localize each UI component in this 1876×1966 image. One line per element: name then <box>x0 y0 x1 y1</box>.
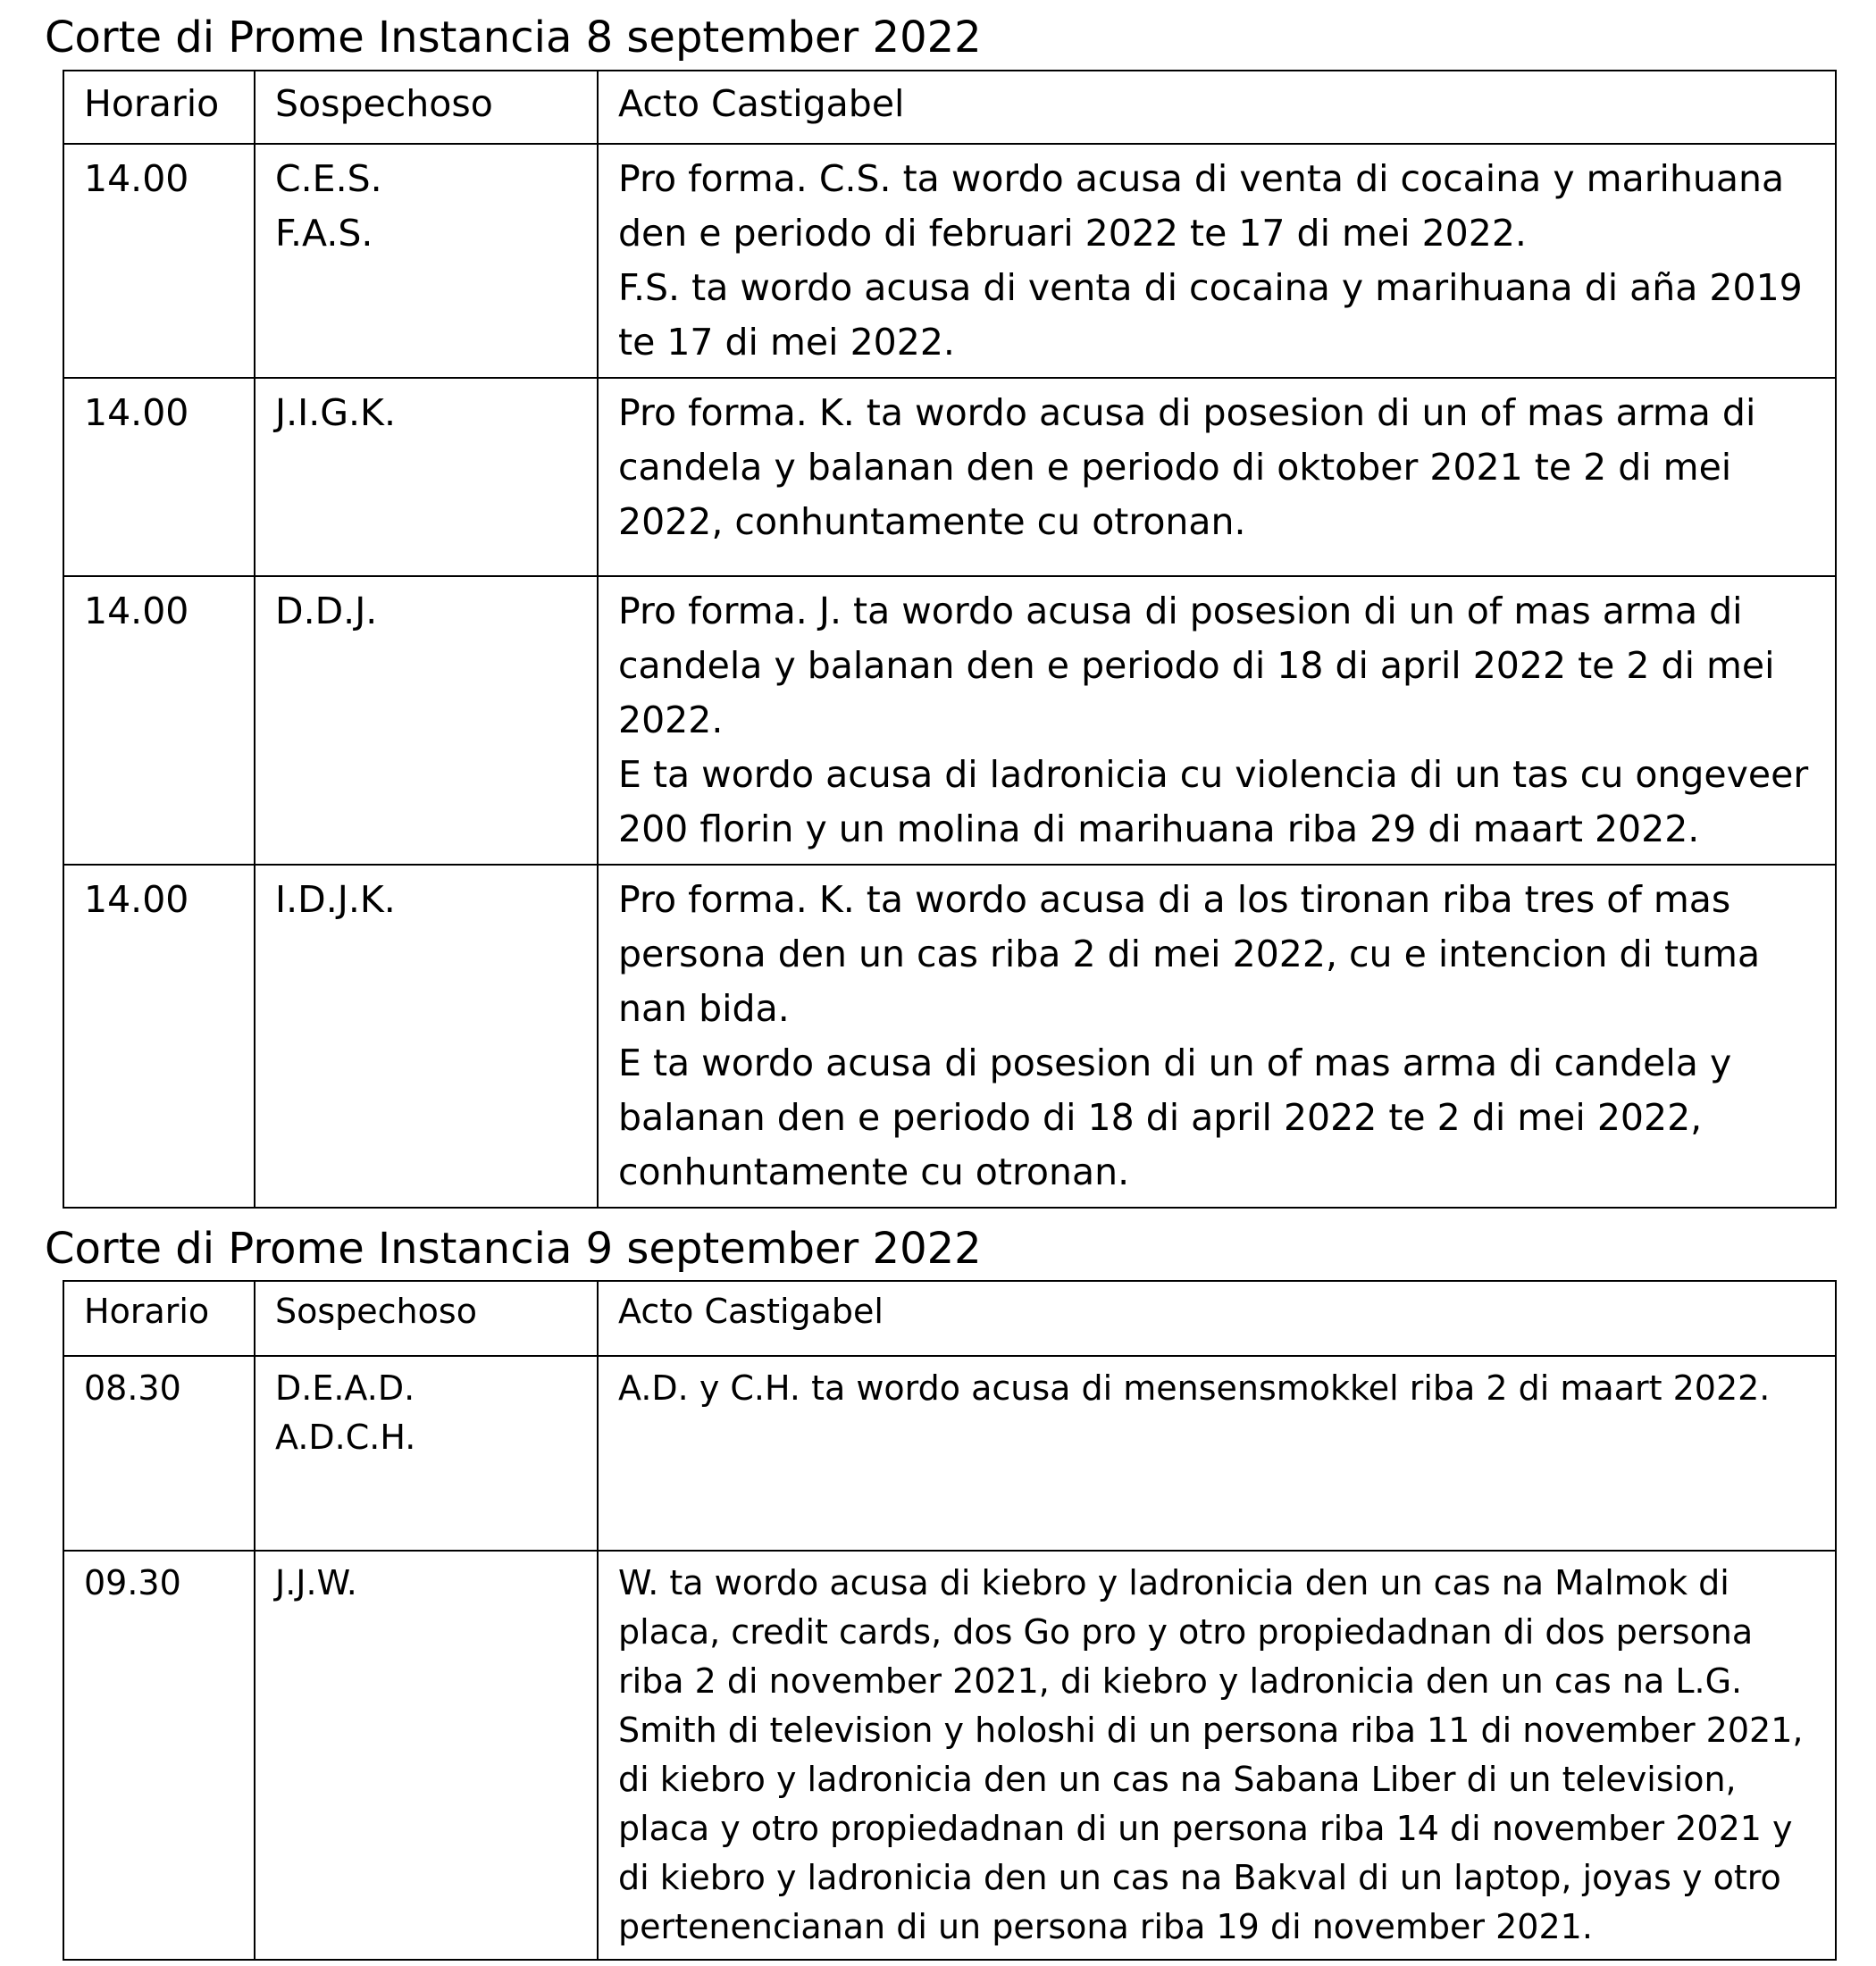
header-horario: Horario <box>63 1281 255 1356</box>
suspect-initials: C.E.S. <box>275 157 382 200</box>
table-row <box>63 144 1836 378</box>
header-horario: Horario <box>63 71 255 144</box>
act-text-line: di kiebro y ladronicia den un cas na Bakval di un laptop, joyas y otro <box>618 1858 1781 1897</box>
suspect-initials: D.D.J. <box>275 590 378 632</box>
act-text-line: balanan den e periodo di 18 di april 2022 te 2 di mei 2022, <box>618 1096 1703 1139</box>
session-title: Corte di Prome Instancia 9 september 2022 <box>45 1224 982 1274</box>
header-acto-castigabel: Acto Castigabel <box>598 71 1836 144</box>
suspect-initials: F.A.S. <box>275 212 373 255</box>
act-text-line: di kiebro y ladronicia den un cas na Sabana Liber di un television, <box>618 1760 1737 1799</box>
suspect-cell <box>255 576 598 865</box>
suspect-initials: J.I.G.K. <box>275 391 396 434</box>
time-cell: 08.30 <box>63 1356 255 1551</box>
act-text-line: 2022. <box>618 699 724 741</box>
suspect-cell <box>255 378 598 576</box>
act-text-line: 2022, conhuntamente cu otronan. <box>618 500 1246 543</box>
act-text-line: nan bida. <box>618 987 790 1030</box>
act-text-line: 200 florin y un molina di marihuana riba 29 di maart 2022. <box>618 807 1700 850</box>
act-cell <box>598 865 1836 1208</box>
table-row <box>63 576 1836 865</box>
session-title: Corte di Prome Instancia 8 september 2022 <box>45 13 982 63</box>
act-text-line: placa y otro propiedadnan di un persona riba 14 di november 2021 y <box>618 1809 1793 1848</box>
act-cell <box>598 576 1836 865</box>
act-text-line: persona den un cas riba 2 di mei 2022, cu e intencion di tuma <box>618 933 1761 975</box>
act-text-line: conhuntamente cu otronan. <box>618 1150 1130 1193</box>
suspect-cell <box>255 1551 598 1960</box>
header-sospechoso: Sospechoso <box>255 1281 598 1356</box>
act-cell <box>598 1356 1836 1551</box>
act-text-line: Pro forma. C.S. ta wordo acusa di venta di cocaina y marihuana <box>618 157 1785 200</box>
suspect-initials: A.D.C.H. <box>275 1418 416 1457</box>
act-text-line: F.S. ta wordo acusa di venta di cocaina y marihuana di aña 2019 <box>618 266 1803 309</box>
suspect-initials: D.E.A.D. <box>275 1368 415 1408</box>
act-text-line: placa, credit cards, dos Go pro y otro propiedadnan di dos persona <box>618 1612 1754 1652</box>
time-cell: 14.00 <box>63 576 255 865</box>
suspect-initials: J.J.W. <box>275 1563 357 1602</box>
time-cell: 14.00 <box>63 144 255 378</box>
act-text-line: W. ta wordo acusa di kiebro y ladronicia den un cas na Malmok di <box>618 1563 1729 1602</box>
time-cell: 14.00 <box>63 378 255 576</box>
act-text-line: den e periodo di februari 2022 te 17 di mei 2022. <box>618 212 1527 255</box>
header-acto-castigabel: Acto Castigabel <box>598 1281 1836 1356</box>
act-text-line: A.D. y C.H. ta wordo acusa di mensensmokkel riba 2 di maart 2022. <box>618 1368 1771 1408</box>
table-header-row <box>63 1281 1836 1356</box>
suspect-cell <box>255 144 598 378</box>
time-cell: 14.00 <box>63 865 255 1208</box>
act-text-line: candela y balanan den e periodo di oktober 2021 te 2 di mei <box>618 446 1732 489</box>
act-cell <box>598 144 1836 378</box>
act-text-line: riba 2 di november 2021, di kiebro y ladronicia den un cas na L.G. <box>618 1661 1743 1701</box>
table-header-row <box>63 71 1836 144</box>
header-sospechoso: Sospechoso <box>255 71 598 144</box>
suspect-cell <box>255 1356 598 1551</box>
act-text-line: E ta wordo acusa di posesion di un of mas arma di candela y <box>618 1042 1732 1084</box>
act-cell <box>598 1551 1836 1960</box>
act-text-line: Smith di television y holoshi di un persona riba 11 di november 2021, <box>618 1711 1804 1750</box>
table-row <box>63 1551 1836 1960</box>
act-text-line: te 17 di mei 2022. <box>618 321 955 364</box>
suspect-cell <box>255 865 598 1208</box>
act-text-line: Pro forma. K. ta wordo acusa di posesion di un of mas arma di <box>618 391 1756 434</box>
table-row <box>63 1356 1836 1551</box>
act-cell <box>598 378 1836 576</box>
table-row <box>63 378 1836 576</box>
hearing-schedule-table <box>63 1280 1837 1961</box>
suspect-initials: I.D.J.K. <box>275 878 396 921</box>
act-text-line: Pro forma. K. ta wordo acusa di a los tironan riba tres of mas <box>618 878 1731 921</box>
hearing-schedule-table <box>63 70 1837 1209</box>
act-text-line: candela y balanan den e periodo di 18 di april 2022 te 2 di mei <box>618 644 1775 687</box>
act-text-line: Pro forma. J. ta wordo acusa di posesion di un of mas arma di <box>618 590 1743 632</box>
act-text-line: E ta wordo acusa di ladronicia cu violencia di un tas cu ongeveer <box>618 753 1809 796</box>
time-cell: 09.30 <box>63 1551 255 1960</box>
table-row <box>63 865 1836 1208</box>
act-text-line: pertenencianan di un persona riba 19 di november 2021. <box>618 1907 1593 1946</box>
